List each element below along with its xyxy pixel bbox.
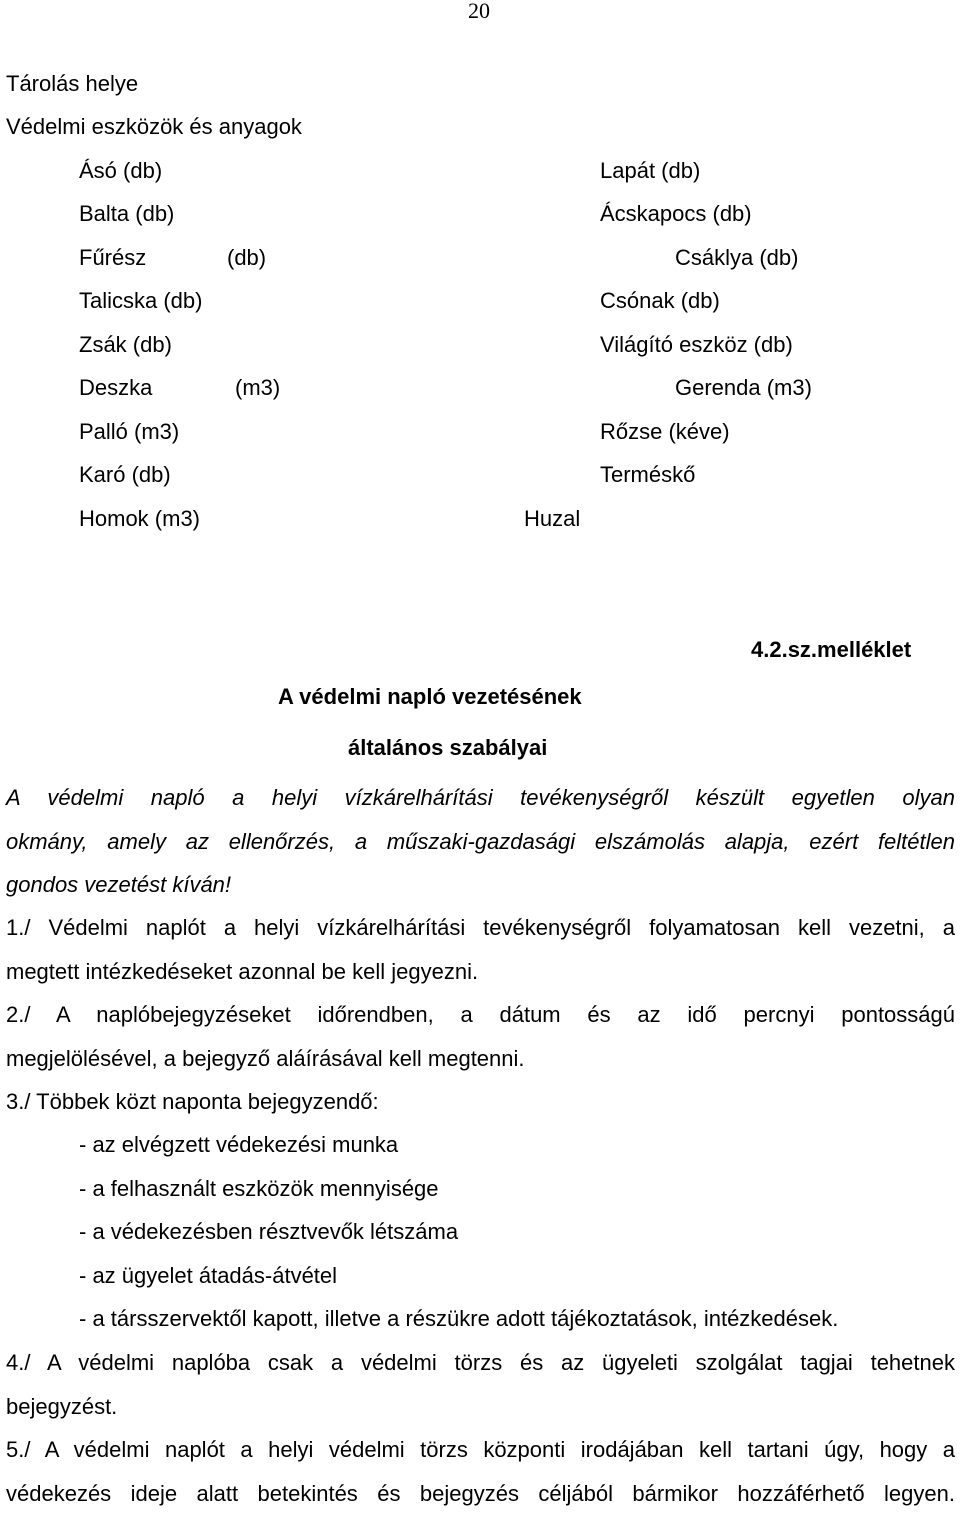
page-number: 20 bbox=[468, 0, 490, 23]
rule-3-item: - az elvégzett védekezési munka bbox=[79, 1132, 399, 1157]
heading-line-1: A védelmi napló vezetésének bbox=[278, 684, 582, 709]
item-deszka: Deszka bbox=[79, 375, 153, 400]
item-fureszt-unit: (db) bbox=[227, 245, 267, 270]
item-aso: Ásó (db) bbox=[79, 158, 163, 183]
item-rozse: Rőzse (kéve) bbox=[600, 419, 730, 444]
storage-title: Tárolás helye bbox=[6, 71, 139, 96]
item-huzal: Huzal bbox=[524, 506, 581, 531]
rule-3-title: 3./ Többek közt naponta bejegyzendő: bbox=[6, 1089, 379, 1114]
heading-line-2: általános szabályai bbox=[348, 735, 548, 760]
item-csonak: Csónak (db) bbox=[600, 288, 720, 313]
item-talicska: Talicska (db) bbox=[79, 288, 203, 313]
rule-3-item: - a védekezésben résztvevők létszáma bbox=[79, 1219, 459, 1244]
rule-3-item: - a felhasznált eszközök mennyisége bbox=[79, 1176, 439, 1201]
item-gerenda: Gerenda (m3) bbox=[675, 375, 812, 400]
rule-2-line: megjelölésével, a bejegyző aláírásával kell megtenni. bbox=[6, 1045, 525, 1071]
item-termesko: Terméskő bbox=[600, 462, 696, 487]
annex-label: 4.2.sz.melléklet bbox=[751, 637, 912, 662]
intro-line: gondos vezetést kíván! bbox=[6, 872, 232, 898]
item-lapat: Lapát (db) bbox=[600, 158, 701, 183]
rule-4 bbox=[6, 1341, 955, 1428]
storage-subtitle: Védelmi eszközök és anyagok bbox=[6, 114, 302, 139]
item-csaklya: Csáklya (db) bbox=[675, 245, 799, 270]
intro-line: okmány, amely az ellenőrzés, a műszaki-gazdasági elszámolás alapja, ezért feltétlen bbox=[6, 828, 955, 854]
rule-1 bbox=[6, 906, 955, 993]
rule-4-line: 4./ A védelmi naplóba csak a védelmi törzs és az ügyeleti szolgálat tagjai tehetnek bbox=[6, 1350, 955, 1375]
intro-line: A védelmi napló a helyi vízkárelhárítási tevékenységről készült egyetlen olyan bbox=[6, 785, 955, 810]
item-karo: Karó (db) bbox=[79, 462, 171, 487]
rule-3-item: - a társszervektől kapott, illetve a részükre adott tájékoztatások, intézkedések. bbox=[79, 1306, 839, 1331]
item-fureszt: Fűrész bbox=[79, 245, 147, 270]
rule-4-line: bejegyzést. bbox=[6, 1393, 118, 1419]
item-acskapocs: Ácskapocs (db) bbox=[600, 201, 752, 226]
rule-5-line: védekezés ideje alatt betekintés és bejegyzés céljából bármikor hozzáférhető legyen. bbox=[6, 1480, 955, 1506]
rule-2-line: 2./ A naplóbejegyzéseket időrendben, a dátum és az idő percnyi pontosságú bbox=[6, 1002, 955, 1027]
rule-5 bbox=[6, 1428, 955, 1515]
item-vilagito: Világító eszköz (db) bbox=[600, 332, 793, 357]
intro-paragraph bbox=[6, 776, 955, 907]
rule-1-line: megtett intézkedéseket azonnal be kell jegyezni. bbox=[6, 958, 479, 984]
item-deszka-unit: (m3) bbox=[235, 375, 281, 400]
rule-1-line: 1./ Védelmi naplót a helyi vízkárelhárítási tevékenységről folyamatosan kell vezetni, a bbox=[6, 915, 955, 940]
rule-5-line: 5./ A védelmi naplót a helyi védelmi törzs központi irodájában kell tartani úgy, hogy a bbox=[6, 1437, 955, 1462]
item-balta: Balta (db) bbox=[79, 201, 175, 226]
item-pallo: Palló (m3) bbox=[79, 419, 180, 444]
rule-3-item: - az ügyelet átadás-átvétel bbox=[79, 1263, 338, 1288]
item-zsak: Zsák (db) bbox=[79, 332, 172, 357]
rule-2 bbox=[6, 993, 955, 1080]
item-homok: Homok (m3) bbox=[79, 506, 201, 531]
